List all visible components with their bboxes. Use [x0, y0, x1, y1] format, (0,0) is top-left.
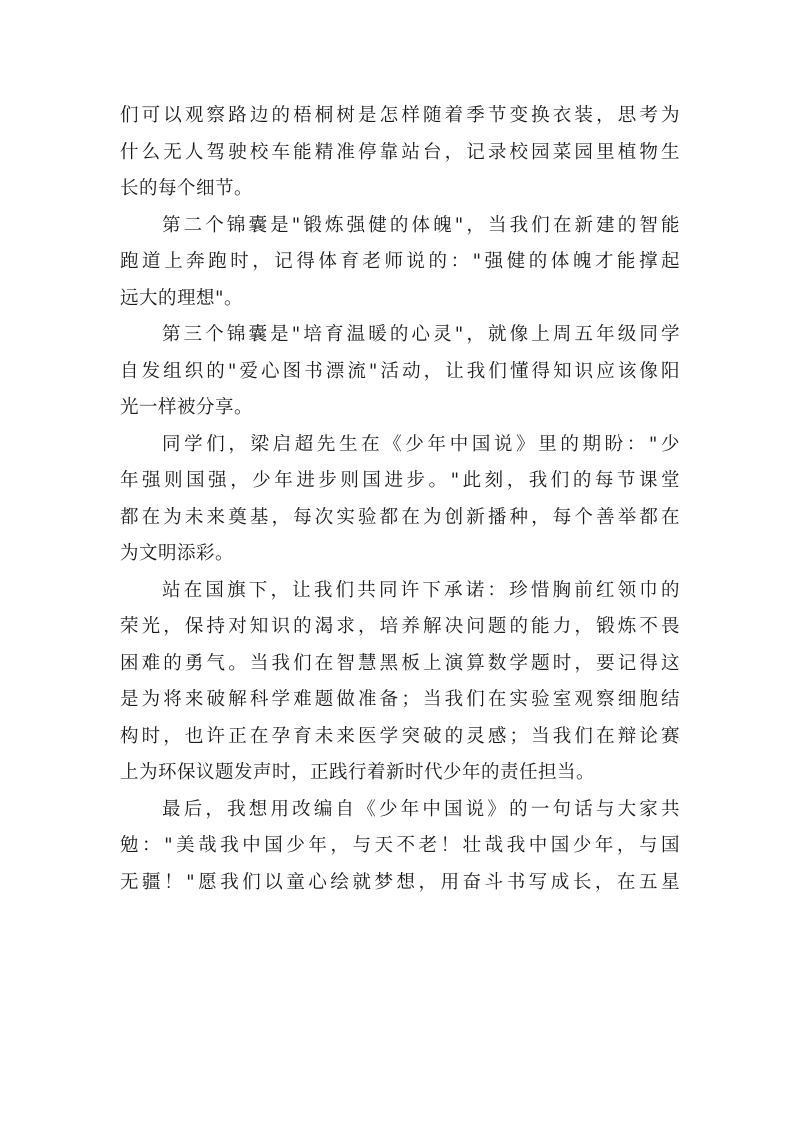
paragraph-flag-pledge — [120, 573, 680, 792]
text-line: 光一样被分享。 — [120, 397, 254, 418]
text-line: 困难的勇气。当我们在智慧黑板上演算数学题时，要记得这 — [120, 652, 680, 674]
paragraph-third-tip — [120, 317, 680, 427]
text-line: 什么无人驾驶校车能精准停靠站台，记录校园菜园里植物生 — [120, 141, 680, 163]
text-line: 跑道上奔跑时，记得体育老师说的："强健的体魄才能撑起 — [120, 251, 680, 272]
text-line: 都在为未来奠基，每次实验都在为创新播种，每个善举都在 — [120, 506, 680, 528]
paragraph-second-tip — [120, 208, 680, 318]
document-body — [120, 98, 680, 901]
text-line: 无疆！"愿我们以童心绘就梦想，用奋斗书写成长，在五星 — [120, 871, 680, 893]
text-line: 勉："美哉我中国少年，与天不老！壮哉我中国少年，与国 — [120, 835, 680, 856]
text-line: 最后，我想用改编自《少年中国说》的一句话与大家共 — [162, 798, 680, 820]
text-line: 构时，也许正在孕育未来医学突破的灵感；当我们在辩论赛 — [120, 725, 680, 747]
text-line: 年强则国强，少年进步则国进步。"此刻，我们的每节课堂 — [120, 470, 680, 491]
text-line: 长的每个细节。 — [120, 178, 254, 199]
paragraph-liang-qichao-quote — [120, 427, 680, 573]
text-line: 是为将来破解科学难题做准备；当我们在实验室观察细胞结 — [120, 689, 680, 710]
text-line: 们可以观察路边的梧桐树是怎样随着季节变换衣装，思考为 — [120, 105, 680, 126]
paragraph-closing — [120, 792, 680, 902]
text-line: 上为环保议题发声时，正践行着新时代少年的责任担当。 — [120, 762, 596, 783]
text-line: 第三个锦囊是"培育温暖的心灵"，就像上周五年级同学 — [162, 324, 680, 345]
text-line: 远大的理想"。 — [120, 287, 244, 309]
text-line: 第二个锦囊是"锻炼强健的体魄"，当我们在新建的智能 — [162, 214, 680, 236]
paragraph-continuation — [120, 98, 680, 208]
text-line: 荣光，保持对知识的渴求，培养解决问题的能力，锻炼不畏 — [120, 616, 680, 637]
text-line: 为文明添彩。 — [120, 543, 235, 564]
text-line: 自发组织的"爱心图书漂流"活动，让我们懂得知识应该像阳 — [120, 360, 680, 382]
text-line: 同学们，梁启超先生在《少年中国说》里的期盼："少 — [162, 433, 680, 455]
text-line: 站在国旗下，让我们共同许下承诺：珍惜胸前红领巾的 — [162, 579, 680, 601]
